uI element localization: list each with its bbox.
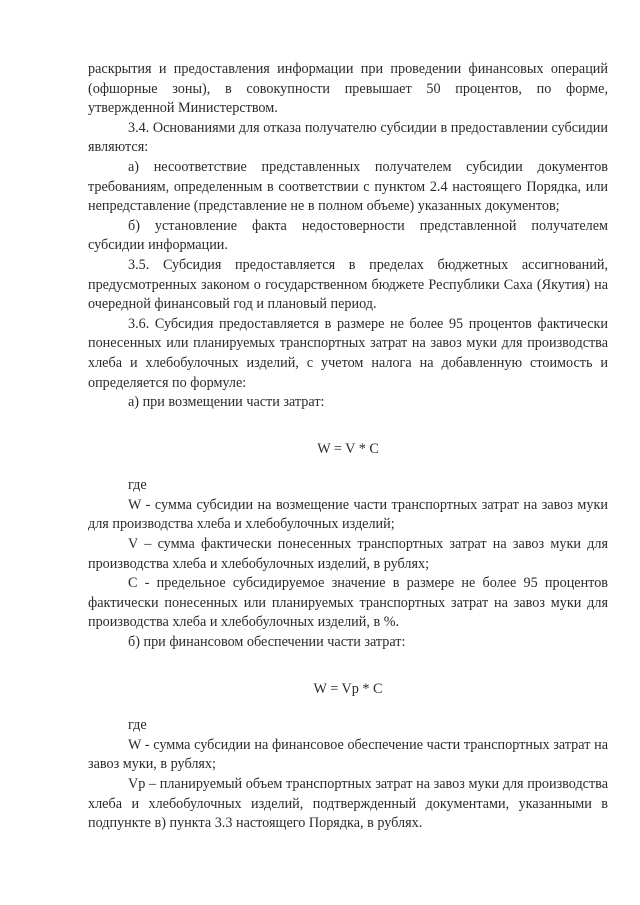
where-label: где <box>128 477 147 494</box>
paragraph-3-5: 3.5. Субсидия предоставляется в пределах бюджетных ассигнований, предусмотренных законом о государственном бюджете Республики Саха (Якутия) на очередной финансовый год и плановый период. <box>88 256 608 313</box>
paragraph-3-6: 3.6. Субсидия предоставляется в размере не более 95 процентов фактически понесенных или планируемых транспортных затрат на завоз муки для производства хлеба и хлебобулочных изделий, с учетом налога на добавленную стоимость и определяется по формуле: <box>88 315 608 391</box>
definition-w: W - сумма субсидии на финансовое обеспечение части транспортных затрат на завоз муки, в рублях; <box>88 736 608 773</box>
definition-v: V – сумма фактически понесенных транспортных затрат на завоз муки для производства хлеба и хлебобулочных изделий, в рублях; <box>88 536 608 572</box>
paragraph-continuation: раскрытия и предоставления информации при проведении финансовых операций (офшорные зоны), в совокупности превышает 50 процентов, по форме, утвержденной Министерством. <box>88 61 608 117</box>
definition-c: С - предельное субсидируемое значение в размере не более 95 процентов фактически понесенных или планируемых транспортных затрат на завоз муки для производства хлеба и хлебобулочных изделий, в %. <box>88 575 608 631</box>
paragraph-3-6-b: б) при финансовом обеспечении части затрат: <box>128 634 406 651</box>
paragraph-3-4: 3.4. Основаниями для отказа получателю субсидии в предоставлении субсидии являются: <box>88 119 608 156</box>
paragraph-3-4-a: а) несоответствие представленных получателем субсидии документов требованиям, определенным в соответствии с пунктом 2.4 настоящего Порядка, или непредставление (представление не в полном объеме) указанных документов; <box>88 158 608 215</box>
definition-w: W - сумма субсидии на возмещение части транспортных затрат на завоз муки для производства хлеба и хлебобулочных изделий; <box>88 496 608 533</box>
where-label: где <box>128 717 147 734</box>
formula-financing: W = Vp * C <box>313 680 383 697</box>
paragraph-3-6-a: а) при возмещении части затрат: <box>128 394 325 411</box>
document-body <box>88 60 608 834</box>
formula-reimbursement: W = V * C <box>317 440 379 457</box>
definition-vp: Vp – планируемый объем транспортных затрат на завоз муки для производства хлеба и хлебобулочных изделий, подтвержденный документами, указанными в подпункте в) пункта 3.3 настоящего Порядка, в рублях. <box>88 776 608 832</box>
paragraph-3-4-b: б) установление факта недостоверности представленной получателем субсидии информации. <box>88 217 608 254</box>
